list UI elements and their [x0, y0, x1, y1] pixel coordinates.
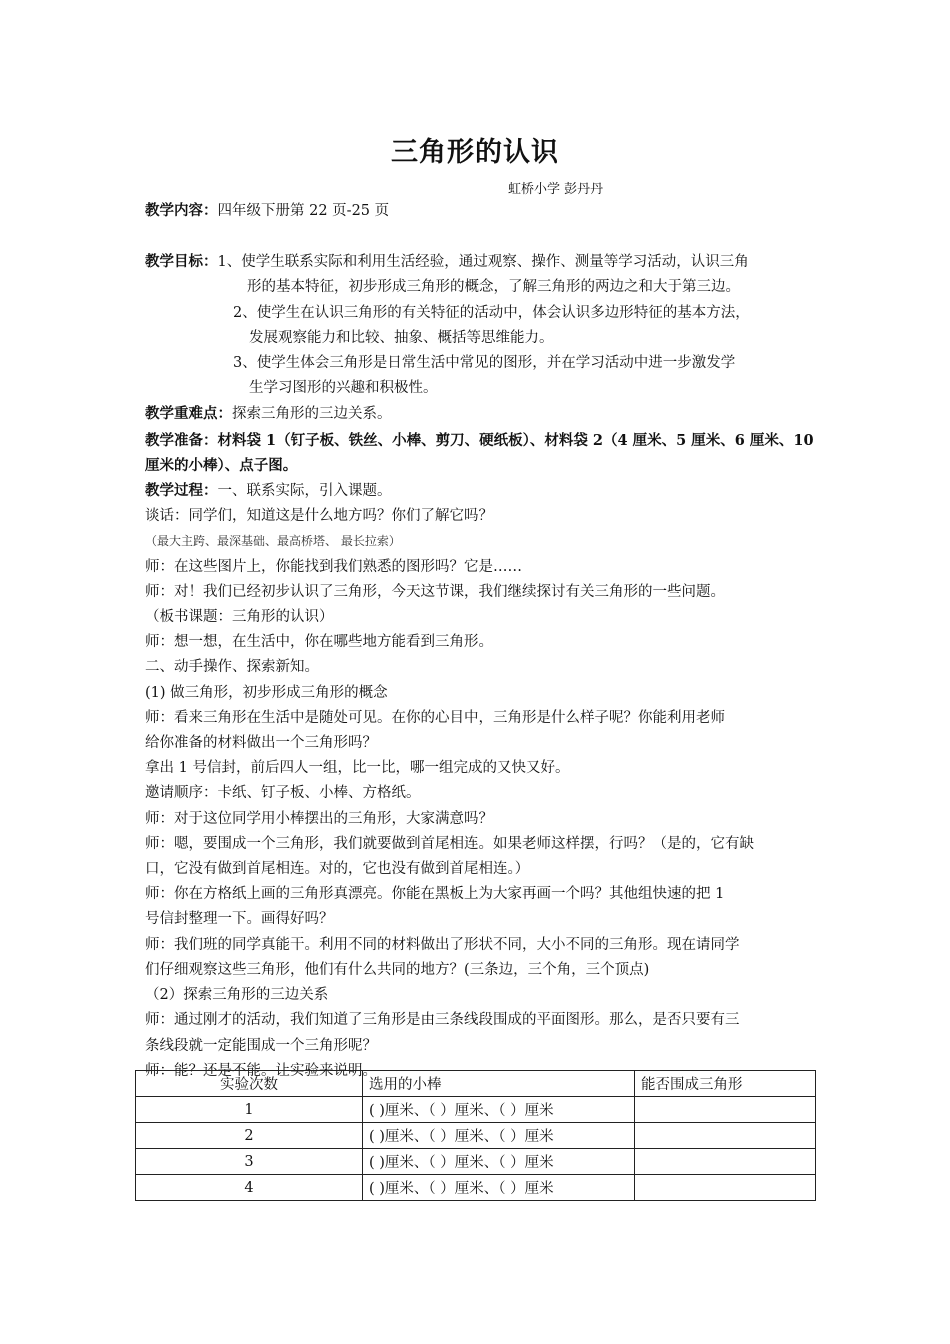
- subsection-heading: (1) 做三角形，初步形成三角形的概念: [145, 684, 388, 701]
- goal-1b: 形的基本特征，初步形成三角形的概念，了解三角形的两边之和大于第三边。: [247, 279, 740, 296]
- experiment-table: [135, 1070, 816, 1201]
- content-text: 四年级下册第 22 页-25 页: [217, 203, 390, 219]
- paragraph-line: 口，它没有做到首尾相连。对的，它也没有做到首尾相连。）: [145, 861, 530, 878]
- goals-label: 教学目标：: [145, 253, 218, 271]
- paragraph-line: 师：你在方格纸上画的三角形真漂亮。你能在黑板上为大家再画一个吗？其他组快速的把 1: [145, 886, 725, 903]
- page-title: 三角形的认识: [391, 137, 559, 168]
- paragraph-line: 师：看来三角形在生活中是随处可见。在你的心目中，三角形是什么样子呢？你能利用老师: [145, 709, 725, 726]
- paragraph-line: 师：通过刚才的活动，我们知道了三角形是由三条线段围成的平面图形。那么，是否只要有三: [145, 1012, 740, 1029]
- table-cell: 4: [136, 1175, 363, 1201]
- key-text: 探索三角形的三边关系。: [232, 406, 392, 423]
- blank-line: [145, 224, 817, 249]
- table-header-cell: 能否围成三角形: [635, 1071, 816, 1097]
- goal-2b: 发展观察能力和比较、抽象、概括等思维能力。: [249, 329, 554, 346]
- paragraph-line: 们仔细观察这些三角形，他们有什么共同的地方？(三条边，三个角，三个顶点): [145, 961, 650, 978]
- table-header-cell: 实验次数: [136, 1071, 363, 1097]
- table-cell: [635, 1175, 816, 1201]
- table-row: [136, 1097, 816, 1123]
- table-cell: 1: [136, 1097, 363, 1123]
- table-row: [136, 1149, 816, 1175]
- process-text: 一、联系实际，引入课题。: [217, 483, 392, 500]
- table-cell: ( )厘米、（ ）厘米、（ ）厘米: [363, 1149, 635, 1175]
- content-line: [145, 198, 817, 224]
- table-cell: ( )厘米、（ ）厘米、（ ）厘米: [363, 1175, 635, 1201]
- content-label: 教学内容：: [145, 202, 218, 219]
- table-cell: [635, 1149, 816, 1175]
- document-body: [145, 198, 817, 1084]
- table-cell: ( )厘米、（ ）厘米、（ ）厘米: [363, 1097, 635, 1123]
- goal-2a: 2、使学生在认识三角形的有关特征的活动中，体会认识多边形特征的基本方法，: [233, 304, 750, 321]
- table-cell: [635, 1123, 816, 1149]
- paragraph-line: 号信封整理一下。画得好吗？: [145, 911, 334, 928]
- process-label: 教学过程：: [145, 482, 218, 500]
- prep-line-2: 厘米的小棒）、点子图。: [145, 456, 298, 474]
- paragraph-line: 师：我们班的同学真能干。利用不同的材料做出了形状不同，大小不同的三角形。现在请同学: [145, 936, 740, 953]
- paragraph-line: （板书课题：三角形的认识）: [145, 609, 334, 626]
- paragraph-line: 师：嗯，要围成一个三角形，我们就要做到首尾相连。如果老师这样摆，行吗？（是的，它有缺: [145, 835, 754, 852]
- table-cell: ( )厘米、（ ）厘米、（ ）厘米: [363, 1123, 635, 1149]
- table-header-row: [136, 1071, 816, 1097]
- goal-3a: 3、使学生体会三角形是日常生活中常见的图形，并在学习活动中进一步激发学: [233, 355, 736, 372]
- table-row: [136, 1123, 816, 1149]
- key-label: 教学重难点：: [145, 405, 232, 423]
- table-header-cell: 选用的小棒: [363, 1071, 635, 1097]
- paragraph-line: 师：能？还是不能。让实验来说明。: [145, 1062, 377, 1079]
- paragraph-line: （最大主跨、最深基础、最高桥塔、 最长拉索）: [145, 534, 401, 549]
- paragraph-line: 师：对！我们已经初步认识了三角形，今天这节课，我们继续探讨有关三角形的一些问题。: [145, 583, 725, 600]
- paragraph-line: 谈话：同学们，知道这是什么地方吗？你们了解它吗？: [145, 508, 493, 525]
- process-line: [145, 478, 817, 504]
- prep-line-1: 教学准备：材料袋 1（钉子板、铁丝、小棒、剪刀、硬纸板）、材料袋 2（4 厘米、5 厘米、6 厘米、10: [145, 431, 814, 449]
- subsection-heading: （2）探索三角形的三边关系: [145, 987, 329, 1004]
- goal-3b: 生学习图形的兴趣和积极性。: [249, 380, 438, 397]
- paragraph-line: 师：对于这位同学用小棒摆出的三角形，大家满意吗？: [145, 810, 493, 827]
- section-heading: 二、动手操作、探索新知。: [145, 659, 319, 676]
- paragraph-line: 拿出 1 号信封，前后四人一组，比一比，哪一组完成的又快又好。: [145, 760, 570, 777]
- paragraph-line: 师：在这些图片上，你能找到我们熟悉的图形吗？它是……: [145, 558, 522, 575]
- table-cell: [635, 1097, 816, 1123]
- goal-line-1: [145, 249, 817, 275]
- table-cell: 2: [136, 1123, 363, 1149]
- paragraph-line: 给你准备的材料做出一个三角形吗？: [145, 735, 377, 752]
- table-cell: 3: [136, 1149, 363, 1175]
- paragraph-line: 师：想一想，在生活中，你在哪些地方能看到三角形。: [145, 634, 493, 651]
- author-line: 虹桥小学 彭丹丹: [508, 182, 604, 197]
- key-line: [145, 401, 817, 427]
- table-row: [136, 1175, 816, 1201]
- goal-1a: 1、使学生联系实际和利用生活经验，通过观察、操作、测量等学习活动，认识三角: [217, 254, 749, 271]
- paragraph-line: 条线段就一定能围成一个三角形呢？: [145, 1037, 377, 1054]
- paragraph-line: 邀请顺序：卡纸、钉子板、小棒、方格纸。: [145, 785, 421, 802]
